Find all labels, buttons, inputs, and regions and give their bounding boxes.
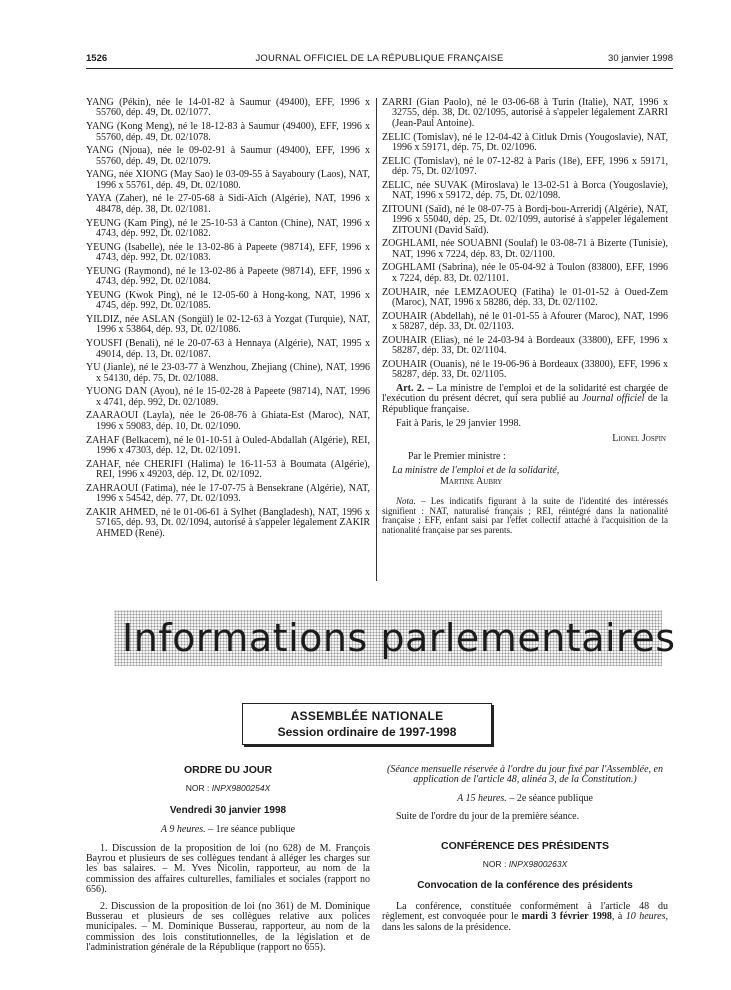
entry: ZAHAF, née CHERIFI (Halima) le 16-11-53 à Boumata (Algérie), REI, 1996 x 49203, dép. 12, Dt. 02/1092. bbox=[86, 458, 370, 481]
article-text: La ministre de l'emploi et de la solidarité est chargée de l'exécution du présent décret, qui sera publié au bbox=[382, 383, 668, 405]
header-rule bbox=[86, 68, 673, 69]
entry: YEUNG (Kam Ping), né le 25-10-53 à Canton (Chine), NAT, 1996 x 4743, dép. 992, Dt. 02/1082. bbox=[86, 217, 370, 239]
page-number: 1526 bbox=[86, 53, 108, 64]
article-2 bbox=[382, 384, 668, 415]
entry: YU (Jianle), né le 23-03-77 à Wenzhou, Zhejiang (Chine), NAT, 1996 x 54130, dép. 75, Dt. 02/1088. bbox=[86, 362, 370, 384]
entry: YANG, née XIONG (May Sao) le 03-09-55 à Sayaboury (Laos), NAT, 1996 x 55761, dép. 49, Dt. 02/1080. bbox=[86, 169, 370, 191]
column-divider bbox=[376, 98, 377, 581]
signature-jospin: Lionel Jospin bbox=[612, 432, 666, 444]
ministre-title: La ministre de l'emploi et de la solidarité, bbox=[392, 465, 560, 477]
seance2-time: A 15 heures. bbox=[457, 792, 507, 804]
entry: ZELIC, née SUVAK (Miroslava) le 13-02-51 à Borca (Yougoslavie), NAT, 1996 x 59172, dép. 75, Dt. 02/1098. bbox=[382, 179, 668, 202]
assemblee-box bbox=[242, 703, 492, 745]
fait-line: Fait à Paris, le 29 janvier 1998. bbox=[396, 418, 521, 430]
conv-mid: , à bbox=[611, 911, 626, 923]
entry: YILDIZ, née ASLAN (Songül) le 02-12-63 à Yozgat (Turquie), NAT, 1996 x 53864, dép. 93, Dt. 02/1086. bbox=[86, 313, 370, 336]
seance-note: (Séance mensuelle réservée à l'ordre du jour fixé par l'Assemblée, en application de l'article 48, alinéa 3, de la Constitution.) bbox=[387, 764, 663, 786]
entry: YEUNG (Kwok Ping), né le 12-05-60 à Hong-kong, NAT, 1996 x 4745, dép. 992, Dt. 02/1085. bbox=[86, 289, 370, 312]
ordre-du-jour bbox=[86, 765, 370, 960]
entry: ZAHAF (Belkacem), né le 01-10-51 à Ouled-Abdallah (Algérie), REI, 1996 x 47303, dép. 12, Dt. 02/1091. bbox=[86, 434, 370, 456]
entry: ZELIC (Tomislav), né le 12-04-42 à Citluk Drnis (Yougoslavie), NAT, 1996 x 59171, dép. 75, Dt. 02/1096. bbox=[382, 131, 668, 153]
entry: ZOUHAIR (Elias), né le 24-03-94 à Bordeaux (33800), EFF, 1996 x 58287, dép. 33, Dt. 02/1104. bbox=[382, 334, 668, 357]
page-header bbox=[86, 53, 673, 69]
entry: ZAARAOUI (Layla), née le 26-08-76 à Ghiata-Est (Maroc), NAT, 1996 x 59083, dép. 10, Dt. 02/1090. bbox=[86, 410, 370, 432]
nor-code: INPX9800254X bbox=[211, 783, 271, 794]
entry: YEUNG (Raymond), né le 13-02-86 à Papeete (98714), EFF, 1996 x 4743, dép. 992, Dt. 02/1084. bbox=[86, 265, 370, 288]
entry: ZAHRAOUI (Fatima), née le 17-07-75 à Bensekrane (Algérie), NAT, 1996 x 54542, dép. 77, Dt. 02/1093. bbox=[86, 482, 370, 505]
entry: ZARRI (Gian Paolo), né le 03-06-68 à Turin (Italie), NAT, 1996 x 32755, dép. 38, Dt. 02/1095, autorisé à s'appeler légalement ZARRI (Jean-Paul Antoine). bbox=[382, 97, 668, 129]
entry: YAYA (Zaher), né le 27-05-68 à Sidi-Aïch (Algérie), NAT, 1996 x 48478, dép. 38, Dt. 02/1081. bbox=[86, 193, 370, 215]
session-title: Session ordinaire de 1997-1998 bbox=[277, 725, 457, 739]
conference-title: CONFÉRENCE DES PRÉSIDENTS bbox=[440, 839, 610, 852]
ordre-day: Vendredi 30 janvier 1998 bbox=[169, 804, 287, 816]
entry: YANG (Pékin), née le 14-01-82 à Saumur (49400), EFF, 1996 x 55760, dép. 49, Dt. 02/1077. bbox=[86, 97, 370, 119]
nota-text: – Les indicatifs figurant à la suite de l'identité des intéressés signifient : NAT, naturalisé français ; REI, réintégré dans la nationalité française ; EFF, enfant saisi par l'effet collectif attaché à l'acquisition de la nationalité française par ses parents. bbox=[382, 496, 668, 536]
convocation-title: Convocation de la conférence des présidents bbox=[417, 880, 633, 892]
ordre-item-2: 2. Discussion de la proposition de loi (no 361) de M. Dominique Busserau et plusieurs de ses collègues relative aux polices municipales. – M. Dominique Busserau, rapporteur, au nom de la commission des lois constitutionnelles, de la législation et de l'administration générale de la République (rapport no 655). bbox=[86, 900, 370, 954]
convocation-text bbox=[382, 902, 668, 933]
nota-label: Nota. bbox=[396, 496, 416, 507]
issue-date: 30 janvier 1998 bbox=[608, 53, 673, 64]
conf-nor-label: NOR : bbox=[482, 859, 509, 870]
article-end: de la République française. bbox=[382, 393, 668, 415]
seance-time: A 9 heures. bbox=[160, 824, 206, 836]
ordre-item-1: 1. Discussion de la proposition de loi (no 628) de M. François Bayrou et plusieurs de ses collègues tendant à alléger les charges sur les bas salaires. – M. Yves Nicolin, rapporteur, au nom de la commission des affaires culturelles, familiales et sociales (rapport no 656). bbox=[86, 842, 370, 896]
conf-nor-code: INPX9800263X bbox=[508, 859, 568, 870]
left-column bbox=[86, 98, 370, 542]
entry: ZELIC (Tomislav), né le 07-12-82 à Paris (18e), EFF, 1996 x 59171, dép. 75, Dt. 02/1097. bbox=[382, 155, 668, 178]
entry: YANG (Njoua), née le 09-02-91 à Saumur (49400), EFF, 1996 x 55760, dép. 49, Dt. 02/1079. bbox=[86, 145, 370, 167]
entry: YUONG DAN (Ayou), né le 15-02-28 à Papeete (98714), NAT, 1996 x 4741, dép. 992, Dt. 02/1089. bbox=[86, 386, 370, 408]
par-premier-ministre: Par le Premier ministre : bbox=[408, 451, 506, 463]
seance2-rest: – 2e séance publique bbox=[506, 792, 593, 804]
entry: YOUSFI (Benali), né le 20-07-63 à Hennaya (Algérie), NAT, 1995 x 49014, dép. 13, Dt. 02/1087. bbox=[86, 338, 370, 360]
ordre-title: ORDRE DU JOUR bbox=[183, 764, 273, 776]
entry: ZOUHAIR, née LEMZAOUEQ (Fatiha) le 01-01-52 à Oued-Zem (Maroc), NAT, 1996 x 58286, dép. 33, Dt. 02/1102. bbox=[382, 286, 668, 308]
entry: YEUNG (Isabelle), née le 13-02-86 à Papeete (98714), EFF, 1996 x 4743, dép. 992, Dt. 02/1083. bbox=[86, 241, 370, 264]
conv-pre: La conférence, constituée conformément à l'article 48 du règlement, est convoquée pour le bbox=[382, 900, 668, 923]
ordre-nor bbox=[86, 783, 370, 793]
assemblee-title: ASSEMBLÉE NATIONALE bbox=[290, 709, 444, 723]
banner-informations-parlementaires bbox=[114, 610, 676, 666]
conv-date: mardi 3 février 1998 bbox=[521, 911, 612, 923]
article-journal: Journal officiel bbox=[582, 393, 645, 405]
entry: ZOGHLAMI, née SOUABNI (Soulaf) le 03-08-71 à Bizerte (Tunisie), NAT, 1996 x 7224, dép. 83, Dt. 02/1100. bbox=[382, 238, 668, 260]
conference-nor bbox=[382, 859, 668, 869]
nota bbox=[382, 497, 668, 535]
journal-title: JOURNAL OFFICIEL DE LA RÉPUBLIQUE FRANÇAISE bbox=[255, 53, 504, 64]
banner-text: Informations parlementaires bbox=[122, 616, 676, 660]
signature-aubry: Martine Aubry bbox=[440, 475, 503, 487]
entry: ZAKIR AHMED, né le 01-06-61 à Sylhet (Bangladesh), NAT, 1996 x 57165, dép. 93, Dt. 02/1094, autorisé à s'appeler légalement ZAKIR AHMED (René). bbox=[86, 506, 370, 539]
entry: ZOUHAIR (Ouanis), né le 19-06-96 à Bordeaux (33800), EFF, 1996 x 58287, dép. 33, Dt. 02/1105. bbox=[382, 358, 668, 381]
nor-label: NOR : bbox=[185, 783, 212, 794]
right-entries bbox=[382, 98, 668, 381]
entry: ZOGHLAMI (Sabrina), née le 05-04-92 à Toulon (83800), EFF, 1996 x 7224, dép. 83, Dt. 02/1101. bbox=[382, 262, 668, 284]
suite-line: Suite de l'ordre du jour de la première séance. bbox=[396, 811, 580, 823]
seance-rest: – 1re séance publique bbox=[205, 824, 296, 836]
conv-end: , dans les salons de la présidence. bbox=[382, 911, 668, 933]
right-lower bbox=[382, 765, 668, 939]
seance-2 bbox=[382, 794, 668, 804]
entry: YANG (Kong Meng), né le 18-12-83 à Saumur (49400), EFF, 1996 x 55760, dép. 49, Dt. 02/1078. bbox=[86, 121, 370, 143]
right-column bbox=[382, 98, 668, 536]
article-label: Art. 2. – bbox=[396, 383, 433, 395]
entry: ZITOUNI (Saïd), né le 08-07-75 à Bordj-bou-Arreridj (Algérie), NAT, 1996 x 55040, dép. 25, Dt. 02/1099, autorisé à s'appeler légalement ZITOUNI (David Saïd). bbox=[382, 203, 668, 236]
entry: ZOUHAIR (Abdellah), né le 01-01-55 à Afourer (Maroc), NAT, 1996 x 58287, dép. 33, Dt. 02/1103. bbox=[382, 310, 668, 333]
conv-time: 10 heures bbox=[625, 911, 666, 923]
seance-1 bbox=[86, 825, 370, 835]
